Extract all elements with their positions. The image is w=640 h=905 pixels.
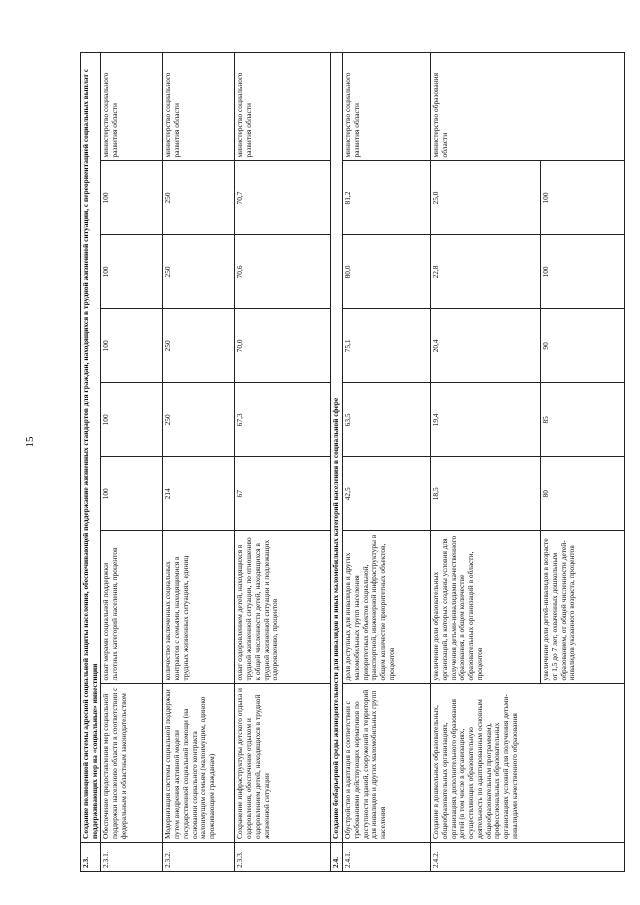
row-indicator: количество заключенных социальных контрактов с семьями, находящимися в трудных жизненных ситуациях, единиц bbox=[163, 531, 235, 684]
row-value: 67,3 bbox=[235, 383, 331, 457]
section-row bbox=[331, 53, 343, 872]
table-row bbox=[431, 53, 541, 872]
row-value: 100 bbox=[101, 309, 163, 383]
row-value: 80 bbox=[541, 457, 625, 531]
row-value: 75,1 bbox=[343, 309, 431, 383]
row-value: 100 bbox=[101, 383, 163, 457]
row-indicator: доля доступных для инвалидов и других маломобильных групп населения приоритетных объектов социальной, транспортной, инженерной инфраструктуры в общем количестве приоритетных объектов, процентов bbox=[343, 531, 431, 684]
row-number: 2.3.2. bbox=[163, 842, 235, 871]
row-value: 70,6 bbox=[235, 235, 331, 309]
row-responsible: министерство социального развития области bbox=[343, 53, 431, 162]
row-value: 100 bbox=[541, 161, 625, 235]
page-number: 15 bbox=[24, 436, 36, 448]
row-value: 63,5 bbox=[343, 383, 431, 457]
row-value: 214 bbox=[163, 457, 235, 531]
row-value: 19,4 bbox=[431, 383, 541, 457]
row-action: Создание в дошкольных образовательных, общеобразовательных организациях, организациях дополнительного образования детей (в том числе в организациях, осуществляющих образовательную деятельность по адаптированным основным общеобразовательным программам), профессиональных образовательных организациях условий для получения детьми-инвалидами качественного образования bbox=[431, 684, 625, 842]
row-indicator: увеличение доли детей-инвалидов в возрасте от 1,5 до 7 лет, охваченных дошкольным образованием, от общей численности детей-инвалидов указанного возраста, процентов bbox=[541, 531, 625, 684]
row-value: 250 bbox=[163, 383, 235, 457]
row-value: 20,4 bbox=[431, 309, 541, 383]
row-value: 100 bbox=[541, 235, 625, 309]
row-value: 90 bbox=[541, 309, 625, 383]
section-row bbox=[81, 53, 101, 872]
row-value: 100 bbox=[101, 161, 163, 235]
row-responsible: министерство образования области bbox=[431, 53, 625, 162]
row-value: 100 bbox=[101, 235, 163, 309]
row-indicator: охват оздоровлением детей, находящихся в трудной жизненной ситуации, по отношению к общей численности детей, находящихся в трудной жизненной ситуации и подлежащих оздоровлению, процентов bbox=[235, 531, 331, 684]
rotated-page bbox=[80, 0, 625, 905]
row-value: 100 bbox=[101, 457, 163, 531]
row-value: 70,0 bbox=[235, 309, 331, 383]
row-number: 2.3.3. bbox=[235, 842, 331, 871]
table-row bbox=[101, 53, 163, 872]
row-value: 80,0 bbox=[343, 235, 431, 309]
measures-table bbox=[80, 52, 625, 872]
table-row bbox=[163, 53, 235, 872]
row-indicator: охват мерами социальной поддержки льготных категорий населения, процентов bbox=[101, 531, 163, 684]
row-action: Сохранение инфраструктуры детского отдыха и оздоровления, обеспечение отдыхом и оздоровлением детей, находящихся в трудной жизненной ситуации bbox=[235, 684, 331, 842]
row-indicator: увеличение доли образовательных организаций, в которых созданы условия для получения детьми-инвалидами качественного образования, в общем количестве образовательных организаций в области, процентов bbox=[431, 531, 541, 684]
row-value: 67 bbox=[235, 457, 331, 531]
section-number: 2.3. bbox=[81, 842, 101, 871]
row-value: 22,8 bbox=[431, 235, 541, 309]
row-action: Обустройство и адаптация в соответствии с требованиями действующих нормативов по доступности зданий, сооружений и территорий для инвалидов и других маломобильных групп населения bbox=[343, 684, 431, 842]
row-value: 81,2 bbox=[343, 161, 431, 235]
row-number: 2.4.1. bbox=[343, 842, 431, 871]
row-value: 250 bbox=[163, 309, 235, 383]
row-value: 85 bbox=[541, 383, 625, 457]
row-responsible: министерство социального развития области bbox=[235, 53, 331, 162]
row-value: 18,5 bbox=[431, 457, 541, 531]
row-number: 2.3.1. bbox=[101, 842, 163, 871]
row-responsible: министерство социального развития области bbox=[101, 53, 163, 162]
row-number: 2.4.2. bbox=[431, 842, 625, 871]
section-title: Создание полноценной системы адресной социальной защиты населения, обеспечивающей поддержание жизненных стандартов для граждан, находящихся в трудной жизненной ситуации, с переориентацией социальных выплат с поддерживающих мер на «социальные» инвестиции bbox=[81, 53, 101, 843]
row-action: Модернизация системы социальной поддержки путем внедрения активной модели государственной социальной помощи (на основании социального контракта малоимущим семьям (малоимущим, одиноко проживающим гражданам) bbox=[163, 684, 235, 842]
section-title: Создание безбарьерной среды жизнедеятельности для инвалидов и иных маломобильных категорий населения в социальной сфере bbox=[331, 53, 343, 843]
row-action: Обеспечение предоставления мер социальной поддержки населению области в соответствии с федеральным и областным законодательством bbox=[101, 684, 163, 842]
section-number: 2.4. bbox=[331, 842, 343, 871]
row-value: 250 bbox=[163, 235, 235, 309]
table-row bbox=[235, 53, 331, 872]
row-value: 42,5 bbox=[343, 457, 431, 531]
row-value: 25,0 bbox=[431, 161, 541, 235]
table-row bbox=[343, 53, 431, 872]
table-sheet bbox=[80, 52, 625, 872]
row-responsible: министерство социального развития области bbox=[163, 53, 235, 162]
row-value: 250 bbox=[163, 161, 235, 235]
row-value: 70,7 bbox=[235, 161, 331, 235]
